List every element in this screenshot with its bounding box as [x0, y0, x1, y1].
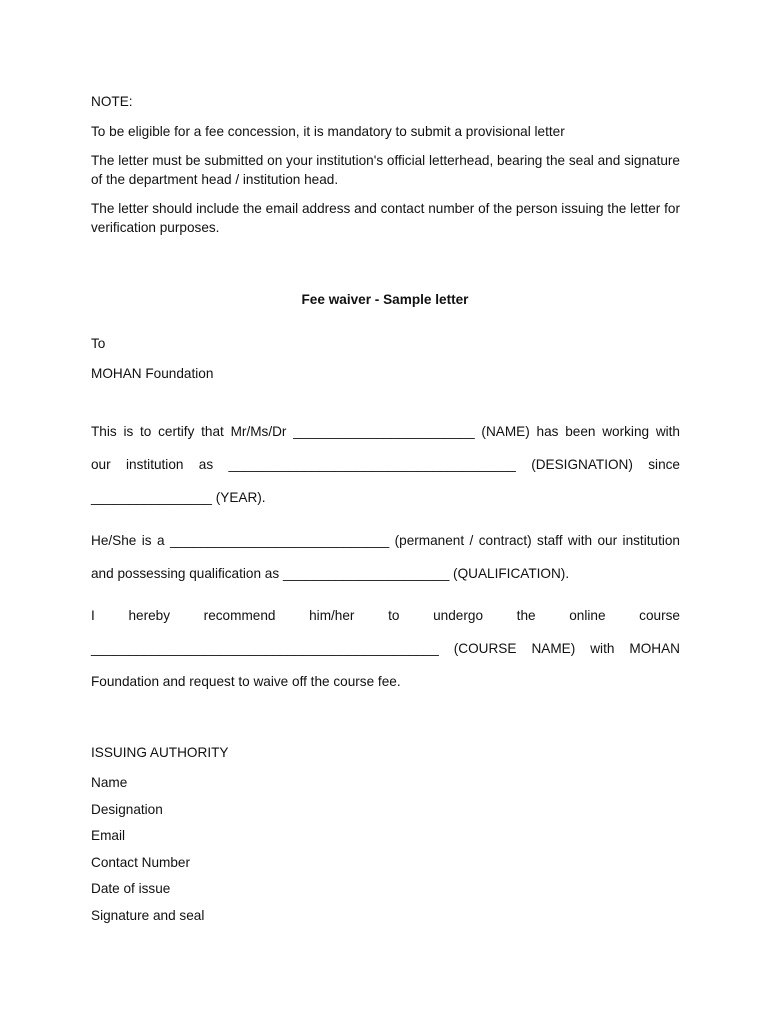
authority-field-signature-seal: Signature and seal: [91, 908, 205, 923]
authority-field-designation: Designation: [91, 802, 163, 817]
body-line-2: our institution as ______________________________________ (DESIGNATION) since: [91, 457, 680, 472]
authority-field-contact-number: Contact Number: [91, 855, 190, 870]
addressee-to: To: [91, 336, 106, 351]
body-line-1: This is to certify that Mr/Ms/Dr ________________________ (NAME) has been working with: [91, 424, 680, 439]
body-line-8: Foundation and request to waive off the course fee.: [91, 674, 401, 689]
note-paragraph-3: The letter should include the email address and contact number of the person issuing the letter for verification purposes.: [91, 201, 680, 235]
note-heading: NOTE:: [91, 94, 133, 109]
authority-field-name: Name: [91, 775, 128, 790]
addressee-org: MOHAN Foundation: [91, 366, 214, 381]
authority-heading: ISSUING AUTHORITY: [91, 745, 229, 760]
authority-field-date-of-issue: Date of issue: [91, 881, 171, 896]
note-paragraph-2: The letter must be submitted on your institution's official letterhead, bearing the seal and signature of the department head / institution head.: [91, 153, 680, 187]
authority-field-email: Email: [91, 828, 125, 843]
body-line-3: ________________ (YEAR).: [91, 490, 266, 505]
note-line-1: To be eligible for a fee concession, it is mandatory to submit a provisional letter: [91, 124, 565, 139]
body-line-4: He/She is a _____________________________ (permanent / contract) staff with our institution: [91, 533, 680, 548]
letter-title: Fee waiver - Sample letter: [301, 291, 469, 307]
body-line-5: and possessing qualification as ______________________ (QUALIFICATION).: [91, 566, 570, 581]
body-line-6: I hereby recommend him/her to undergo the online course: [91, 608, 680, 623]
body-line-7: ______________________________________________ (COURSE NAME) with MOHAN: [91, 641, 680, 656]
